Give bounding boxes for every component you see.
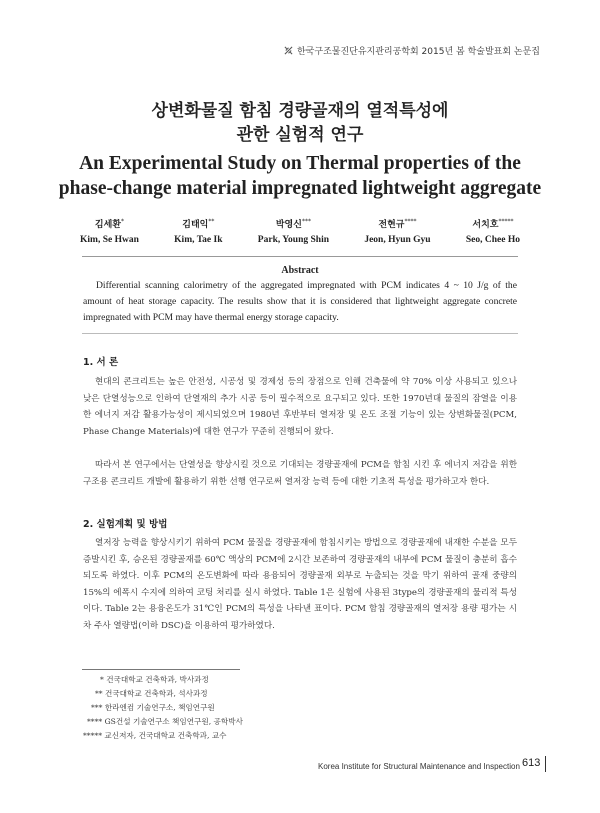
abstract-title: Abstract xyxy=(281,265,319,276)
author-3 xyxy=(258,214,329,248)
footnote-text: 건국대학교 건축학과, 석사과정 xyxy=(105,689,208,698)
divider xyxy=(82,256,518,257)
footnote-mark: * xyxy=(100,675,104,684)
paragraph: 열저장 능력을 향상시키기 위하여 PCM 물질을 경량골재에 함침시키는 방법으로 경량골재에 내재한 수분을 모두 증발시킨 후, 승온된 경량골재를 60℃ 액상의 PCM에 2시간 보존하여 경량골재의 내부에 PCM 물질이 충분히 흡수되도록 하였다. 이후 PCM의 온도변화에 따라 용융되어 경량골재 외부로 누출되는 것을 막기 위하여 골재 중량의 15%의 에폭시 수지에 의하여 코팅 처리를 실시 하였다. Table 1은 실험에 사용된 3type의 경량골재의 물리적 특성이다. Table 2는 용융온도가 31℃인 PCM의 특성을 나타낸 표이다. PCM 함침 경량골재의 열저장 용량 평가는 시차 주사 열량법(이하 DSC)을 이용하여 평가하였다. xyxy=(83,538,517,631)
english-title-line-2: phase-change material impregnated lightweight aggregate xyxy=(58,178,542,199)
footnote-mark: ** xyxy=(95,689,103,698)
footnote xyxy=(83,729,227,744)
paragraph: 현대의 콘크리트는 높은 안전성, 시공성 및 경제성 등의 장점으로 인해 건축물에 약 70% 이상 사용되고 있으나 낮은 단열성능으로 인하여 단열재의 추가 시공 등이 필수적으로 요구되고 있다. 또한 1970년대 물질의 잠열을 이용한 에너지 저감 활용가능성이 제시되었으며 1980년 후반부터 열저장 및 온도 조절 기능이 있는 상변화물질(PCM, Phase Change Materials)에 대한 연구가 꾸준히 진행되어 왔다. xyxy=(83,377,517,437)
english-title-line-1: An Experimental Study on Thermal properties of the xyxy=(79,153,521,174)
footnote-text: GS건설 기술연구소 책임연구원, 공학박사 xyxy=(104,717,243,726)
author-korean-name: 서치호 xyxy=(472,220,499,230)
author-english-name: Park, Young Shin xyxy=(257,235,329,245)
footnote-text: 건국대학교 건축학과, 박사과정 xyxy=(106,675,209,684)
author-5 xyxy=(466,214,520,248)
author-english-name: Seo, Chee Ho xyxy=(465,235,520,245)
author-english-name: Kim, Se Hwan xyxy=(80,235,139,245)
author-4 xyxy=(364,214,430,248)
author-mark: **** xyxy=(404,218,417,225)
section-heading-introduction: 1. 서 론 xyxy=(83,357,119,368)
footnote xyxy=(87,715,243,730)
footer-organization: Korea Institute for Structural Maintenance and Inspection xyxy=(318,762,520,771)
korean-title-line-1: 상변화물질 함침 경량골재의 열적특성에 xyxy=(151,101,449,121)
leaf-ornament-icon xyxy=(284,46,293,55)
footer-rule xyxy=(545,756,546,772)
author-korean-name: 김태익 xyxy=(182,220,209,230)
author-english-name: Kim, Tae Ik xyxy=(174,235,223,245)
author-2 xyxy=(174,214,222,248)
korean-title-line-2: 관한 실험적 연구 xyxy=(236,125,364,145)
footnote-divider xyxy=(82,669,240,670)
author-mark: ***** xyxy=(498,218,514,225)
author-korean-name: 김세환 xyxy=(94,220,121,230)
author-korean-name: 전현규 xyxy=(378,220,405,230)
header-text: 한국구조물진단유지관리공학회 2015년 봄 학술발표회 논문집 xyxy=(296,47,540,57)
author-mark: *** xyxy=(301,218,311,225)
author-list xyxy=(80,214,520,248)
running-header xyxy=(284,44,540,57)
author-mark: * xyxy=(120,218,124,225)
footnote-mark: ***** xyxy=(83,731,102,740)
author-1 xyxy=(80,214,139,248)
footnote xyxy=(100,673,209,688)
section-heading-methods: 2. 실험계획 및 방법 xyxy=(83,519,168,530)
footnote xyxy=(95,687,208,702)
page-number: 613 xyxy=(522,757,541,769)
author-mark: ** xyxy=(208,218,215,225)
author-english-name: Jeon, Hyun Gyu xyxy=(364,235,431,245)
abstract-text: Differential scanning calorimetry of the aggregated impregnated with PCM indicates 4 ~ 10 J/g of the amount of heat storage capacity. The results show that it is considered that lightweight aggregate concrete impregnated with PCM may have thermal energy storage capacity. xyxy=(83,280,517,323)
footnote-text: 한라엔컴 기술연구소, 책임연구원 xyxy=(104,703,215,712)
author-korean-name: 박영신 xyxy=(275,220,302,230)
footnote xyxy=(91,701,215,716)
paragraph: 따라서 본 연구에서는 단열성을 향상시킬 것으로 기대되는 경량골재에 PCM을 함침 시킨 후 에너지 저감을 위한 구조용 콘크리트 개발에 활용하기 위한 선행 연구로써 열저장 능력 등에 대한 기초적 특성을 평가하고자 한다. xyxy=(83,460,517,487)
footnote-mark: **** xyxy=(87,717,103,726)
divider xyxy=(82,333,518,334)
footnote-mark: *** xyxy=(91,703,103,712)
footnote-text: 교신저자, 건국대학교 건축학과, 교수 xyxy=(104,731,227,740)
